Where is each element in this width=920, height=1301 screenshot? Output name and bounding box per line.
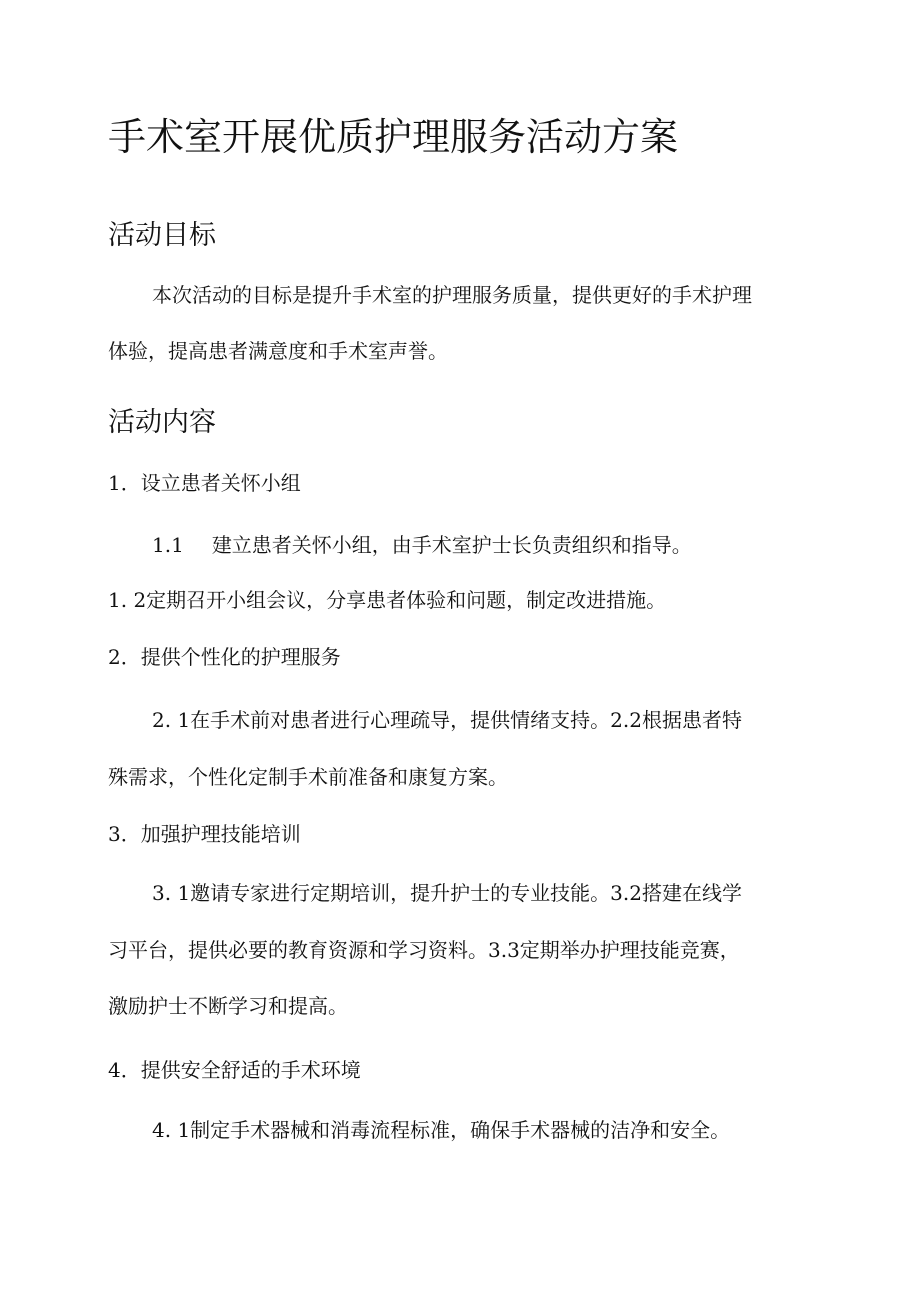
item-3-line-2: 习平台，提供必要的教育资源和学习资料。3.3定期举办护理技能竞赛， — [108, 938, 740, 962]
item-4-line-1: 4. 1制定手术器械和消毒流程标准，确保手术器械的洁净和安全。 — [152, 1118, 731, 1142]
item-4-heading: 4．提供安全舒适的手术环境 — [108, 1058, 361, 1082]
goal-paragraph-line-2: 体验，提高患者满意度和手术室声誉。 — [108, 339, 448, 363]
item-1-sub-1-number: 1.1 — [152, 533, 184, 557]
item-2-line-2: 殊需求，个性化定制手术前准备和康复方案。 — [108, 765, 508, 789]
item-1-heading: 1．设立患者关怀小组 — [108, 471, 301, 495]
item-1-sub-1-text: 建立患者关怀小组，由手术室护士长负责组织和指导。 — [211, 533, 692, 557]
goal-paragraph-line-1: 本次活动的目标是提升手术室的护理服务质量，提供更好的手术护理 — [152, 283, 752, 307]
item-2-line-1: 2. 1在手术前对患者进行心理疏导，提供情绪支持。2.2根据患者特 — [152, 708, 742, 732]
item-3-heading: 3．加强护理技能培训 — [108, 822, 301, 846]
item-2-heading: 2．提供个性化的护理服务 — [108, 645, 341, 669]
section-heading-goal: 活动目标 — [108, 220, 216, 251]
item-1-sub-2: 1. 2定期召开小组会议，分享患者体验和问题，制定改进措施。 — [108, 588, 667, 612]
section-heading-content: 活动内容 — [108, 407, 216, 438]
item-3-line-1: 3. 1邀请专家进行定期培训，提升护士的专业技能。3.2搭建在线学 — [152, 881, 742, 905]
item-1-sub-1 — [152, 535, 692, 555]
document-title: 手术室开展优质护理服务活动方案 — [108, 115, 679, 159]
item-3-line-3: 激励护士不断学习和提高。 — [108, 994, 348, 1018]
